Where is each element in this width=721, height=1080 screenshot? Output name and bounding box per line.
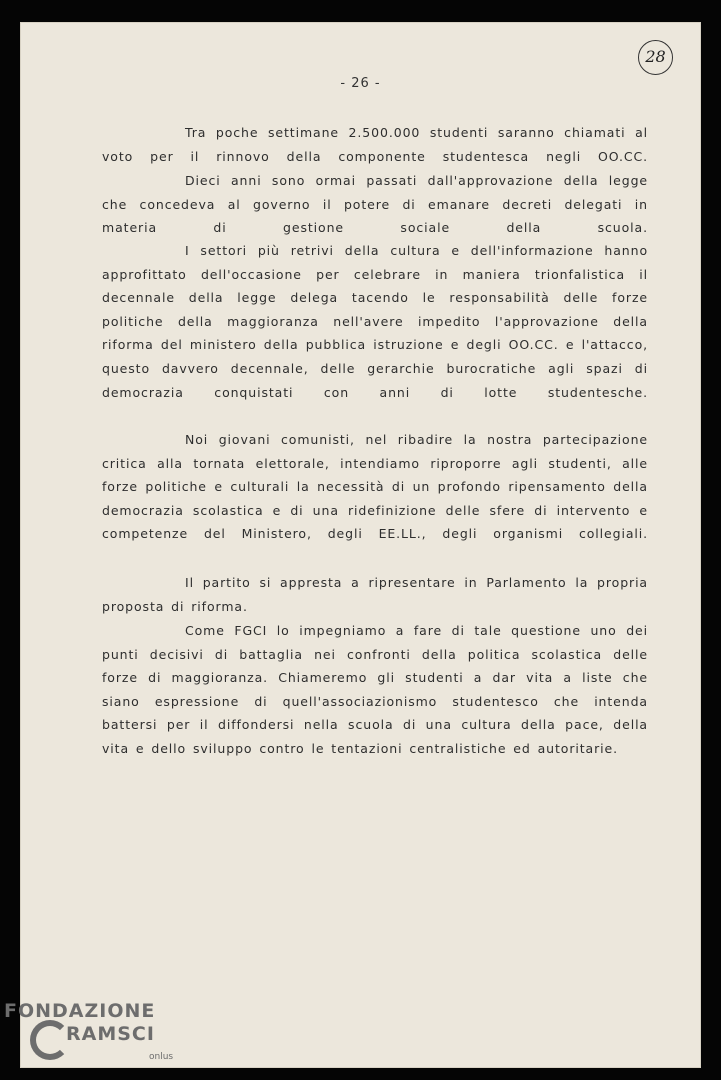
paragraph-4: Noi giovani comunisti, nel ribadire la nostra partecipazione critica alla tornata elettorale, intendiamo riproporre agli studenti, alle forze politiche e culturali la necessità di un profondo ripensamento della democrazia scolastica e di una ridefinizione delle sfere di intervento e competenze del Ministero, degli EE.LL., degli organismi collegiali. xyxy=(102,432,648,542)
paragraph-1: Tra poche settimane 2.500.000 studenti saranno chiamati al voto per il rinnovo della componente studentesca negli OO.CC. xyxy=(102,125,648,164)
watermark-line1: FONDAZIONE xyxy=(4,1000,156,1022)
page-number: - 26 - xyxy=(340,76,381,91)
folio-stamp: 28 xyxy=(638,40,673,75)
paragraph-2: Dieci anni sono ormai passati dall'approvazione della legge che concedeva al governo il potere di emanare decreti delegati in materia di gestione sociale della scuola. xyxy=(102,173,648,236)
paragraph-6: Come FGCI lo impegniamo a fare di tale questione uno dei punti decisivi di battaglia nei confronti della politica scolastica delle forze di maggioranza. Chiameremo gli studenti a dar vita a liste che siano espressione di quell'associazionismo studentesco che intenda battersi per il diffondersi nella scuola di una cultura della pace, della vita e dello sviluppo contro le tentazioni centralistiche ed autoritarie. xyxy=(102,623,648,756)
watermark-line2: RAMSCI xyxy=(66,1023,155,1045)
paragraph-5: Il partito si appresta a ripresentare in Parlamento la propria proposta di riforma. xyxy=(102,575,648,614)
fondazione-gramsci-watermark xyxy=(4,1000,174,1062)
paragraph-3: I settori più retrivi della cultura e dell'informazione hanno approfittato dell'occasione per celebrare in maniera trionfalistica il decennale della legge delega tacendo le responsabilità delle forze politiche della maggioranza nell'avere impedito l'approvazione della riforma del ministero della pubblica istruzione e degli OO.CC. e l'attacco, questo davvero decennale, delle gerarchie burocratiche agli spazi di democrazia conquistati con anni di lotte studentesche. xyxy=(102,243,648,400)
watermark-suffix: onlus xyxy=(149,1052,174,1062)
gramsci-g-logo-icon xyxy=(30,1020,70,1060)
